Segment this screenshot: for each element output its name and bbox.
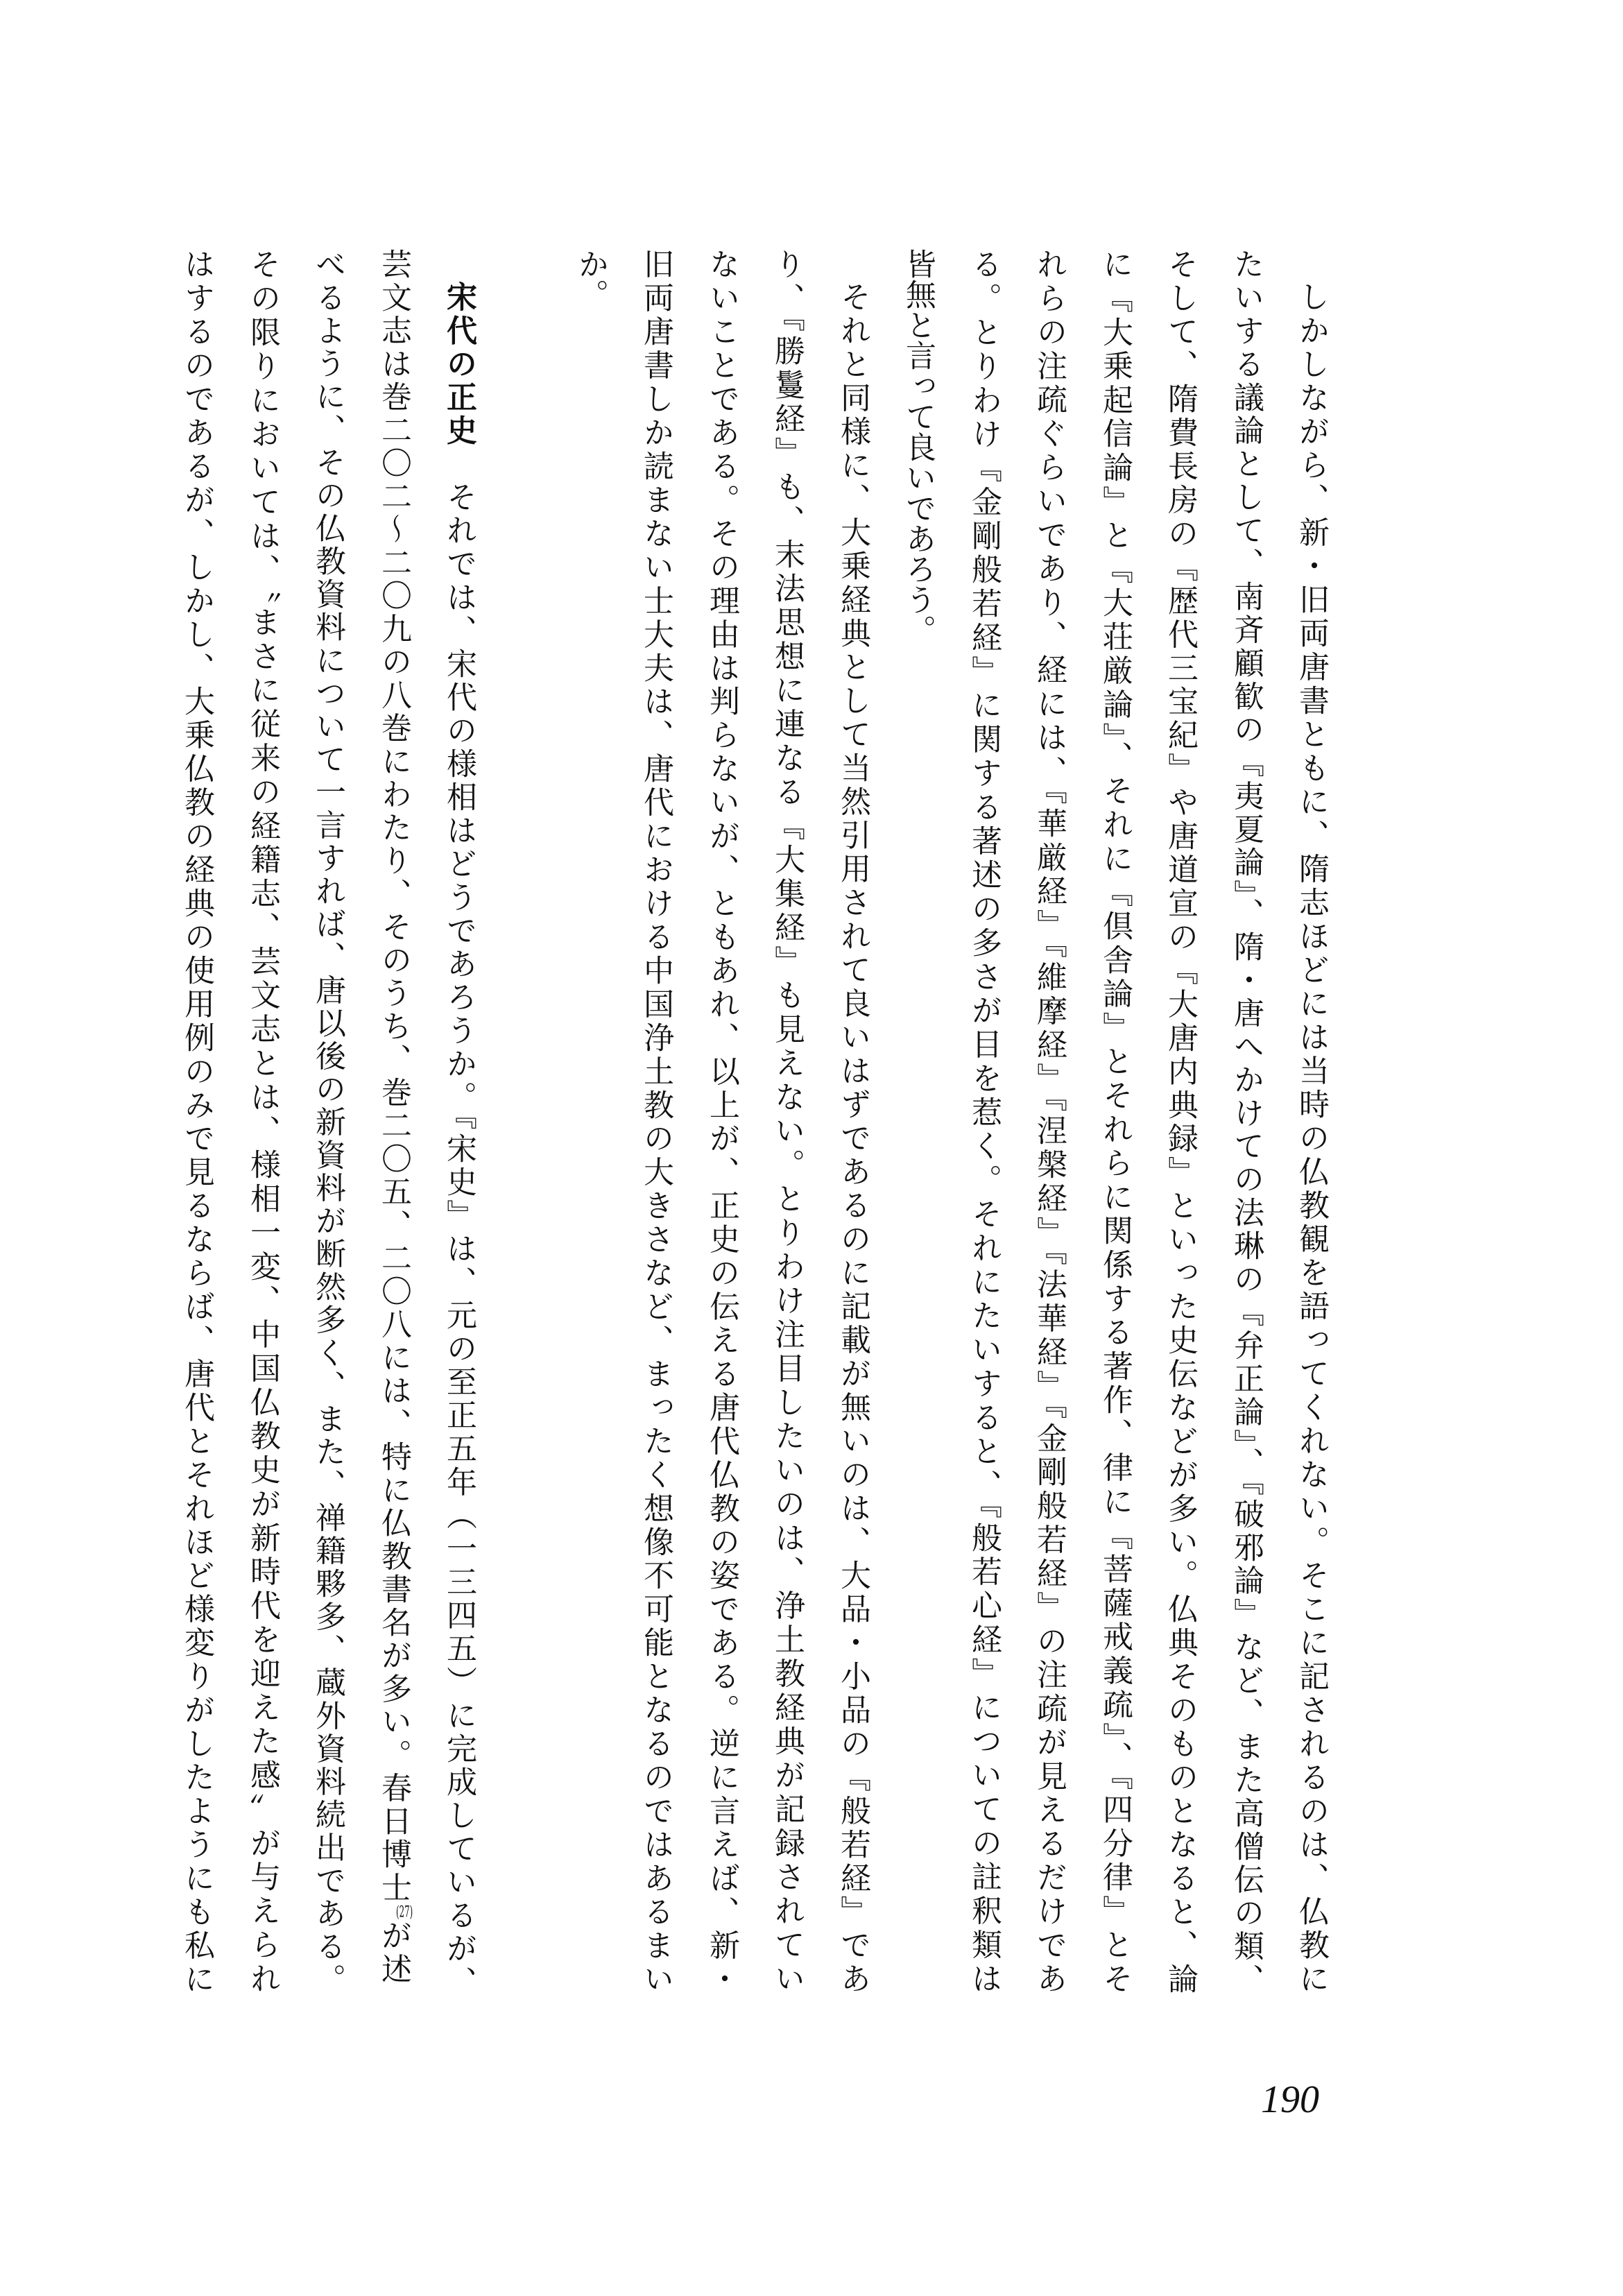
text-column: に『大乗起信論』と『大荘厳論』、それに『倶舎論』とそれらに関係する著作、律に『菩薩戒義疏』、『四分律』とそ bbox=[1097, 248, 1133, 1996]
section-heading: 宋代の正史 bbox=[441, 281, 476, 448]
text-column bbox=[361, 248, 426, 1996]
section-text: 芸文志は巻二〇二〜二〇九の八巻にわたり、そのうち、巻二〇五、二〇八には、特に仏教書名が多い。春日博士 bbox=[376, 248, 411, 1905]
text-column: 皆無と言って良いであろう。 bbox=[900, 248, 936, 645]
text-column: はするのであるが、しかし、大乗仏教の経典の使用例のみで見るならば、唐代とそれほど様変りがしたようにも私に bbox=[179, 248, 214, 1996]
text-column: れらの注疏ぐらいであり、経には、『華厳経』『維摩経』『涅槃経』『法華経』『金剛般若経』の注疏が見えるだけであ bbox=[1031, 248, 1067, 1996]
text-column: それと同様に、大乗経典として当然引用されて良いはずであるのに記載が無いのは、大品・小品の『般若経』であ bbox=[835, 281, 870, 1996]
text-column: る。とりわけ『金剛般若経』に関する著述の多さが目を惹く。それにたいすると、『般若心経』についての註釈類は bbox=[966, 248, 1002, 1996]
text-column: り、『勝鬘経』も、末法思想に連なる『大集経』も見えない。とりわけ注目したいのは、浄土教経典が記録されてい bbox=[769, 248, 805, 1996]
text-column: べるように、その仏教資料について一言すれば、唐以後の新資料が断然多く、また、禅籍夥多、蔵外資料続出である。 bbox=[310, 248, 345, 1996]
text-column: たいする議論として、南斉顧歓の『夷夏論』、隋・唐へかけての法琳の『弁正論』、『破邪論』など、また高僧伝の類、 bbox=[1228, 248, 1264, 1996]
section-text: が述 bbox=[376, 1919, 411, 1986]
text-column: 旧両唐書しか読まない士大夫は、唐代における中国浄土教の大きさなど、まったく想像不可能となるのではあるまい bbox=[638, 248, 673, 1996]
heading-gap bbox=[441, 447, 476, 481]
text-column: しかしながら、新・旧両唐書ともに、隋志ほどには当時の仏教観を語ってくれない。そこに記されるのは、仏教に bbox=[1294, 281, 1329, 1996]
section-first-column bbox=[426, 248, 491, 2000]
text-column: か。 bbox=[573, 248, 608, 309]
text-column: そして、隋費長房の『歴代三宝紀』や唐道宣の『大唐内典録』といった史伝などが多い。仏典そのものとなると、論 bbox=[1162, 248, 1198, 1996]
page-number: 190 bbox=[1261, 2078, 1319, 2121]
footnote-ref: (27) bbox=[396, 1904, 413, 1920]
text-column: その限りにおいては、〝まさに従来の経籍志、芸文志とは、様相一変、中国仏教史が新時代を迎えた感〟が与えられ bbox=[245, 248, 280, 1996]
text-column: ないことである。その理由は判らないが、ともあれ、以上が、正史の伝える唐代仏教の姿である。逆に言えば、新・ bbox=[704, 248, 739, 1996]
section-text: それでは、宋代の様相はどうであろうか。『宋史』は、元の至正五年（一三四五）に完成しているが、 bbox=[441, 481, 476, 2000]
